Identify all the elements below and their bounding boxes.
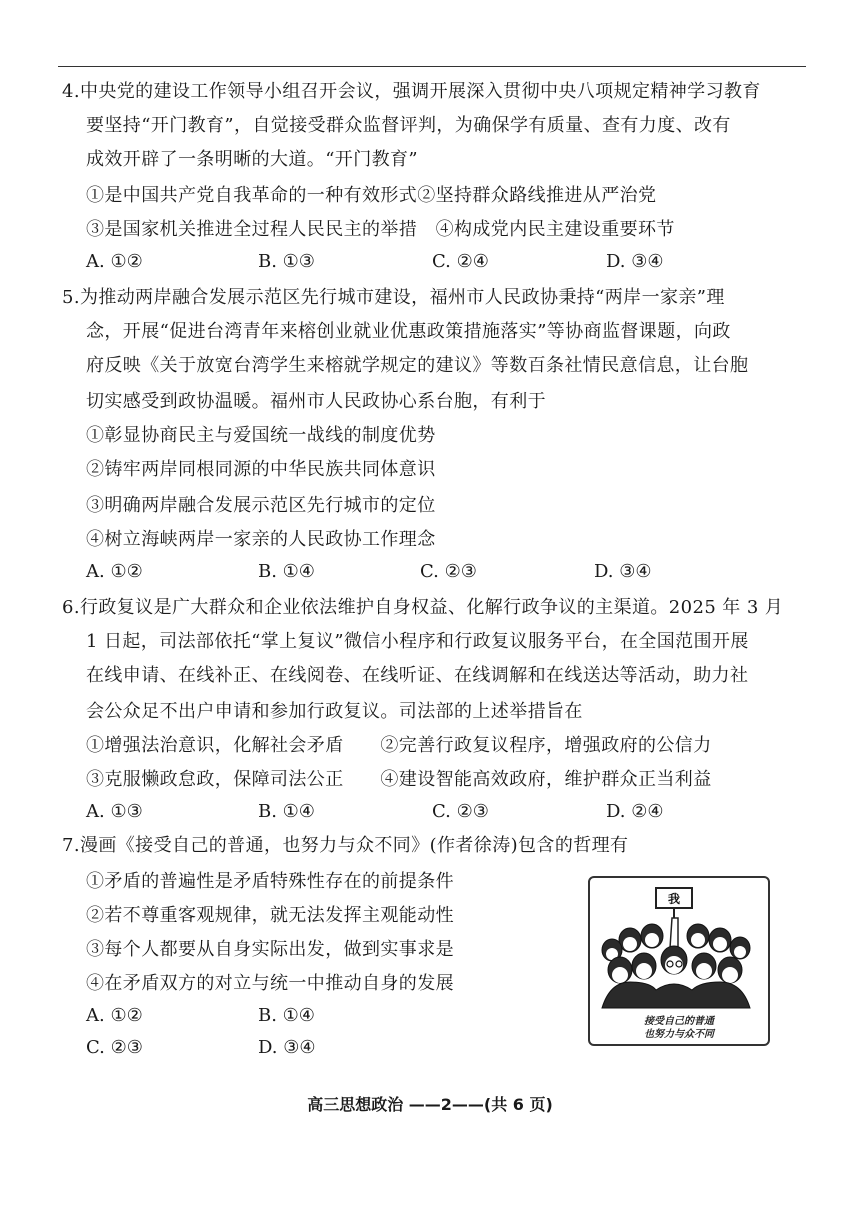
q5-option-c[interactable]: C. ②③ [420,561,477,582]
top-rule [58,66,806,67]
cartoon-caption-line-2: 也努力与众不同 [644,1029,714,1040]
cartoon-image [588,876,770,1046]
q6-line-4: 会公众足不出户申请和参加行政复议。司法部的上述举措旨在 [86,701,583,722]
q7-option-d[interactable]: D. ③④ [258,1037,316,1058]
q5-option-a[interactable]: A. ①② [86,561,143,582]
q6-statement-1-2: ①增强法治意识，化解社会矛盾 ②完善行政复议程序，增强政府的公信力 [86,735,712,756]
q6-line-2: 1 日起，司法部依托“掌上复议”微信小程序和行政复议服务平台，在全国范围开展 [86,631,749,652]
q6-option-d[interactable]: D. ②④ [606,801,664,822]
q5-option-d[interactable]: D. ③④ [594,561,652,582]
cartoon-caption-line-1: 接受自己的普通 [644,1016,714,1027]
q4-line-1: 4.中央党的建设工作领导小组召开会议，强调开展深入贯彻中央八项规定精神学习教育 [62,81,761,102]
q7-option-a[interactable]: A. ①② [86,1005,143,1026]
page-footer: 高三思想政治 ——2——(共 6 页) [307,1095,553,1114]
cartoon-sign-text: 我 [667,892,681,906]
q5-line-3: 府反映《关于放宽台湾学生来榕就学规定的建议》等数百条社情民意信息，让台胞 [86,355,749,376]
q5-statement-1: ①彰显协商民主与爱国统一战线的制度优势 [86,425,436,446]
q6-line-3: 在线申请、在线补正、在线阅卷、在线听证、在线调解和在线送达等活动，助力社 [86,665,749,686]
q4-option-c[interactable]: C. ②④ [432,251,489,272]
q7-statement-2: ②若不尊重客观规律，就无法发挥主观能动性 [86,905,454,926]
q5-line-4: 切实感受到政协温暖。福州市人民政协心系台胞，有利于 [86,391,546,412]
q4-statement-1-2: ①是中国共产党自我革命的一种有效形式②坚持群众路线推进从严治党 [86,185,657,206]
q4-statement-3-4: ③是国家机关推进全过程人民民主的举措 ④构成党内民主建设重要环节 [86,219,675,240]
q7-line-1: 7.漫画《接受自己的普通，也努力与众不同》(作者徐涛)包含的哲理有 [62,835,629,856]
q5-line-1: 5.为推动两岸融合发展示范区先行城市建设，福州市人民政协秉持“两岸一家亲”理 [62,287,725,308]
q7-option-b[interactable]: B. ①④ [258,1005,315,1026]
q4-line-2: 要坚持“开门教育”，自觉接受群众监督评判，为确保学有质量、查有力度、改有 [86,115,731,136]
q7-statement-4: ④在矛盾双方的对立与统一中推动自身的发展 [86,973,454,994]
q7-statement-1: ①矛盾的普遍性是矛盾特殊性存在的前提条件 [86,871,454,892]
q5-statement-3: ③明确两岸融合发展示范区先行城市的定位 [86,495,436,516]
q4-option-a[interactable]: A. ①② [86,251,143,272]
q6-option-a[interactable]: A. ①③ [86,801,143,822]
q5-statement-4: ④树立海峡两岸一家亲的人民政协工作理念 [86,529,436,550]
q5-option-b[interactable]: B. ①④ [258,561,315,582]
q7-statement-3: ③每个人都要从自身实际出发，做到实事求是 [86,939,454,960]
cartoon-crowd-illustration [590,878,768,1044]
q5-statement-2: ②铸牢两岸同根同源的中华民族共同体意识 [86,459,436,480]
q7-option-c[interactable]: C. ②③ [86,1037,143,1058]
q4-option-b[interactable]: B. ①③ [258,251,315,272]
q5-line-2: 念，开展“促进台湾青年来榕创业就业优惠政策措施落实”等协商监督课题，向政 [86,321,731,342]
q6-option-b[interactable]: B. ①④ [258,801,315,822]
q6-option-c[interactable]: C. ②③ [432,801,489,822]
q6-statement-3-4: ③克服懒政怠政，保障司法公正 ④建设智能高效政府，维护群众正当利益 [86,769,712,790]
q6-line-1: 6.行政复议是广大群众和企业依法维护自身权益、化解行政争议的主渠道。2025 年 3 月 [62,597,784,618]
q4-line-3: 成效开辟了一条明晰的大道。“开门教育” [86,149,419,170]
q4-option-d[interactable]: D. ③④ [606,251,664,272]
